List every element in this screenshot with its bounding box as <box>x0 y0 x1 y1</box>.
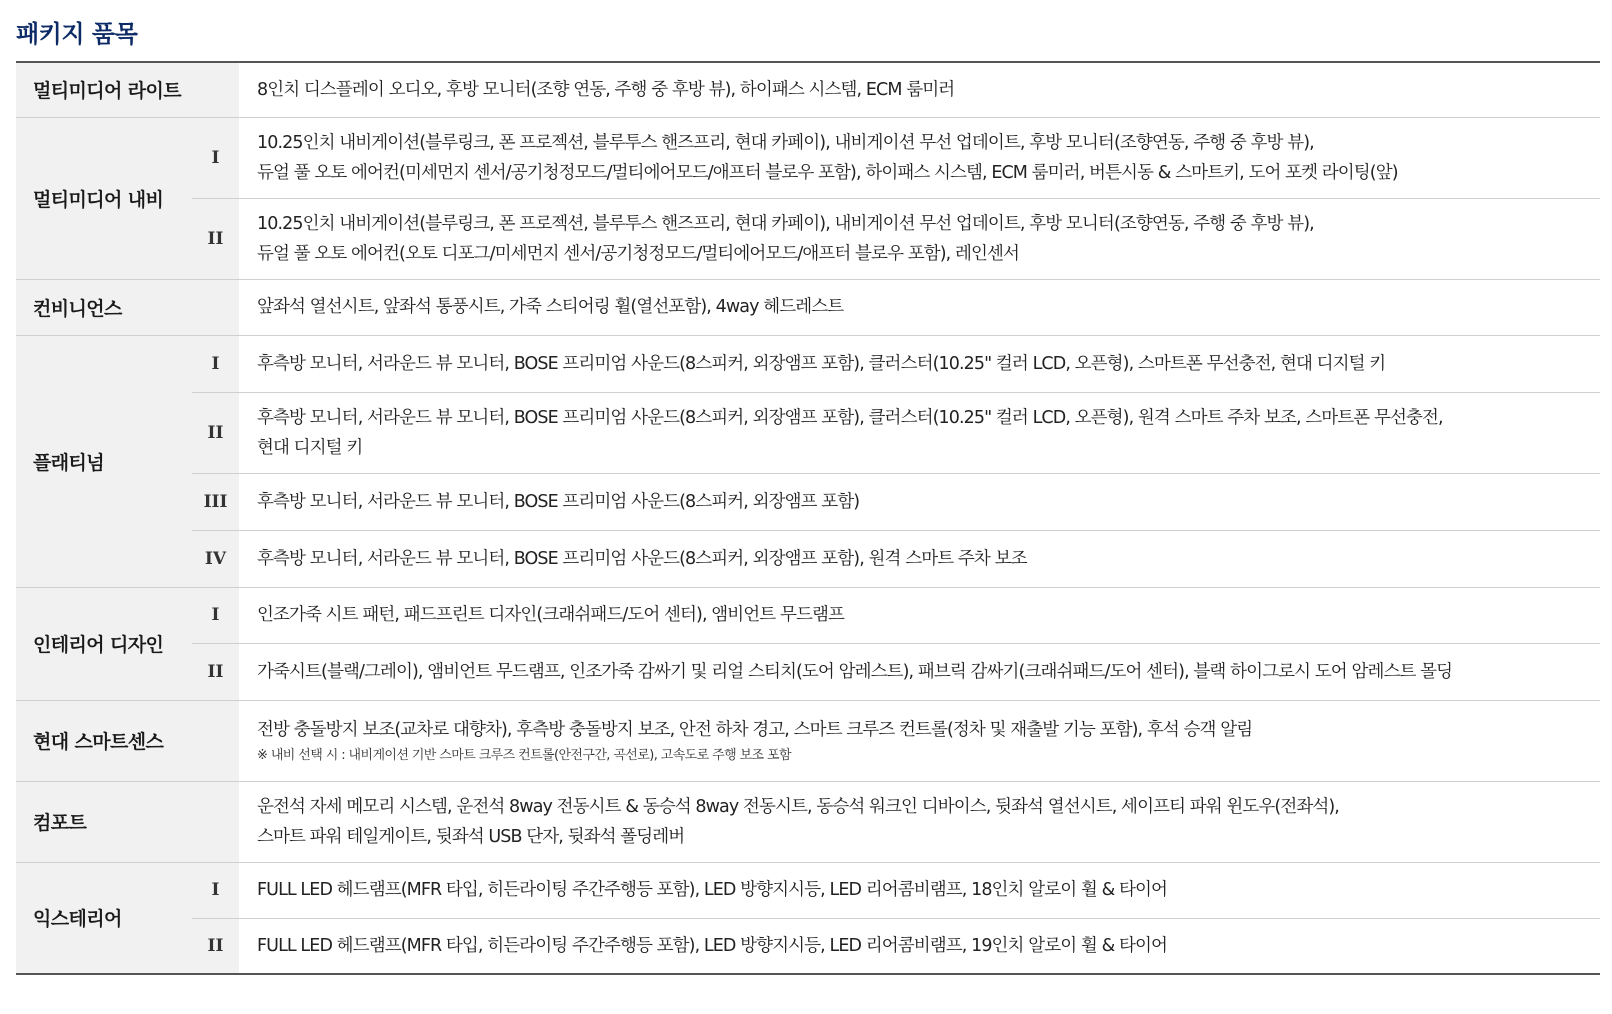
table-row <box>16 473 1600 530</box>
desc-line: 운전석 자세 메모리 시스템, 운전석 8way 전동시트 & 동승석 8way 전동시트, 동승석 워크인 디바이스, 뒷좌석 열선시트, 세이프티 파워 윈도우(전좌석), <box>257 796 1339 817</box>
table-row <box>16 392 1600 473</box>
table-row <box>16 587 1600 643</box>
category-smart-sense: 현대 스마트센스 <box>16 700 239 781</box>
table-row <box>16 700 1600 781</box>
footnote: ※ 내비 선택 시 : 내비게이션 기반 스마트 크루즈 컨트롤(안전구간, 곡선로), 고속도로 주행 보조 포함 <box>257 747 791 763</box>
table-row <box>16 62 1600 117</box>
desc-interior-design-2: 가죽시트(블랙/그레이), 앰비언트 무드램프, 인조가죽 감싸기 및 리얼 스티치(도어 암레스트), 패브릭 감싸기(크래쉬패드/도어 센터), 블랙 하이그로시 도어 암레스트 몰딩 <box>239 643 1600 700</box>
level-label: II <box>192 643 239 700</box>
page-title: 패키지 품목 <box>16 20 138 48</box>
desc-multimedia-navi-1 <box>239 117 1600 198</box>
table-row <box>16 530 1600 587</box>
level-label: III <box>192 473 239 530</box>
table-row <box>16 117 1600 198</box>
desc-exterior-2: FULL LED 헤드램프(MFR 타입, 히든라이팅 주간주행등 포함), LED 방향지시등, LED 리어콤비램프, 19인치 알로이 휠 & 타이어 <box>239 918 1600 974</box>
level-label: II <box>192 392 239 473</box>
desc-platinum-1: 후측방 모니터, 서라운드 뷰 모니터, BOSE 프리미엄 사운드(8스피커, 외장앰프 포함), 클러스터(10.25" 컬러 LCD, 오픈형), 스마트폰 무선충전, 현대 디지털 키 <box>239 335 1600 392</box>
table-row <box>16 279 1600 335</box>
level-label: I <box>192 335 239 392</box>
level-label: I <box>192 117 239 198</box>
desc-multimedia-navi-2 <box>239 198 1600 279</box>
category-multimedia-navi: 멀티미디어 내비 <box>16 117 192 279</box>
desc-line: 듀얼 풀 오토 에어컨(오토 디포그/미세먼지 센서/공기청정모드/멀티에어모드/애프터 블로우 포함), 레인센서 <box>257 243 1020 264</box>
package-items-table <box>16 61 1600 975</box>
table-row <box>16 862 1600 918</box>
desc-exterior-1: FULL LED 헤드램프(MFR 타입, 히든라이팅 주간주행등 포함), LED 방향지시등, LED 리어콤비램프, 18인치 알로이 휠 & 타이어 <box>239 862 1600 918</box>
category-interior-design: 인테리어 디자인 <box>16 587 192 700</box>
desc-platinum-2 <box>239 392 1600 473</box>
level-label: IV <box>192 530 239 587</box>
desc-multimedia-light: 8인치 디스플레이 오디오, 후방 모니터(조향 연동, 주행 중 후방 뷰), 하이패스 시스템, ECM 룸미러 <box>257 79 955 100</box>
desc-smart-sense <box>239 700 1600 781</box>
desc-line: 듀얼 풀 오토 에어컨(미세먼지 센서/공기청정모드/멀티에어모드/애프터 블로우 포함), 하이패스 시스템, ECM 룸미러, 버튼시동 & 스마트키, 도어 포켓 라이팅(앞) <box>257 162 1398 183</box>
level-label: I <box>192 862 239 918</box>
desc-line: 10.25인치 내비게이션(블루링크, 폰 프로젝션, 블루투스 핸즈프리, 현대 카페이), 내비게이션 무선 업데이트, 후방 모니터(조향연동, 주행 중 후방 뷰), <box>257 213 1314 234</box>
level-label: I <box>192 587 239 643</box>
desc-platinum-4: 후측방 모니터, 서라운드 뷰 모니터, BOSE 프리미엄 사운드(8스피커, 외장앰프 포함), 원격 스마트 주차 보조 <box>239 530 1600 587</box>
category-multimedia-light: 멀티미디어 라이트 <box>16 62 239 117</box>
desc-line: 전방 충돌방지 보조(교차로 대향차), 후측방 충돌방지 보조, 안전 하차 경고, 스마트 크루즈 컨트롤(정차 및 재출발 기능 포함), 후석 승객 알림 <box>257 719 1253 740</box>
desc-line: 후측방 모니터, 서라운드 뷰 모니터, BOSE 프리미엄 사운드(8스피커, 외장앰프 포함), 클러스터(10.25" 컬러 LCD, 오픈형), 원격 스마트 주차 보조, 스마트폰 무선충전, <box>257 407 1443 428</box>
table-row <box>16 643 1600 700</box>
category-comfort: 컴포트 <box>16 781 239 862</box>
desc-interior-design-1: 인조가죽 시트 패턴, 패드프린트 디자인(크래쉬패드/도어 센터), 앰비언트 무드램프 <box>239 587 1600 643</box>
category-exterior: 익스테리어 <box>16 862 192 974</box>
level-label: II <box>192 918 239 974</box>
desc-comfort <box>239 781 1600 862</box>
category-platinum: 플래티넘 <box>16 335 192 587</box>
table-row <box>16 918 1600 974</box>
desc-line: 현대 디지털 키 <box>257 437 363 458</box>
desc-platinum-3: 후측방 모니터, 서라운드 뷰 모니터, BOSE 프리미엄 사운드(8스피커, 외장앰프 포함) <box>239 473 1600 530</box>
desc-line: 스마트 파워 테일게이트, 뒷좌석 USB 단자, 뒷좌석 폴딩레버 <box>257 826 685 847</box>
level-label: II <box>192 198 239 279</box>
desc-line: 10.25인치 내비게이션(블루링크, 폰 프로젝션, 블루투스 핸즈프리, 현대 카페이), 내비게이션 무선 업데이트, 후방 모니터(조향연동, 주행 중 후방 뷰), <box>257 132 1314 153</box>
desc-convenience: 앞좌석 열선시트, 앞좌석 통풍시트, 가죽 스티어링 휠(열선포함), 4way 헤드레스트 <box>239 279 1600 335</box>
table-row <box>16 781 1600 862</box>
category-convenience: 컨비니언스 <box>16 279 239 335</box>
table-row <box>16 198 1600 279</box>
table-row <box>16 335 1600 392</box>
